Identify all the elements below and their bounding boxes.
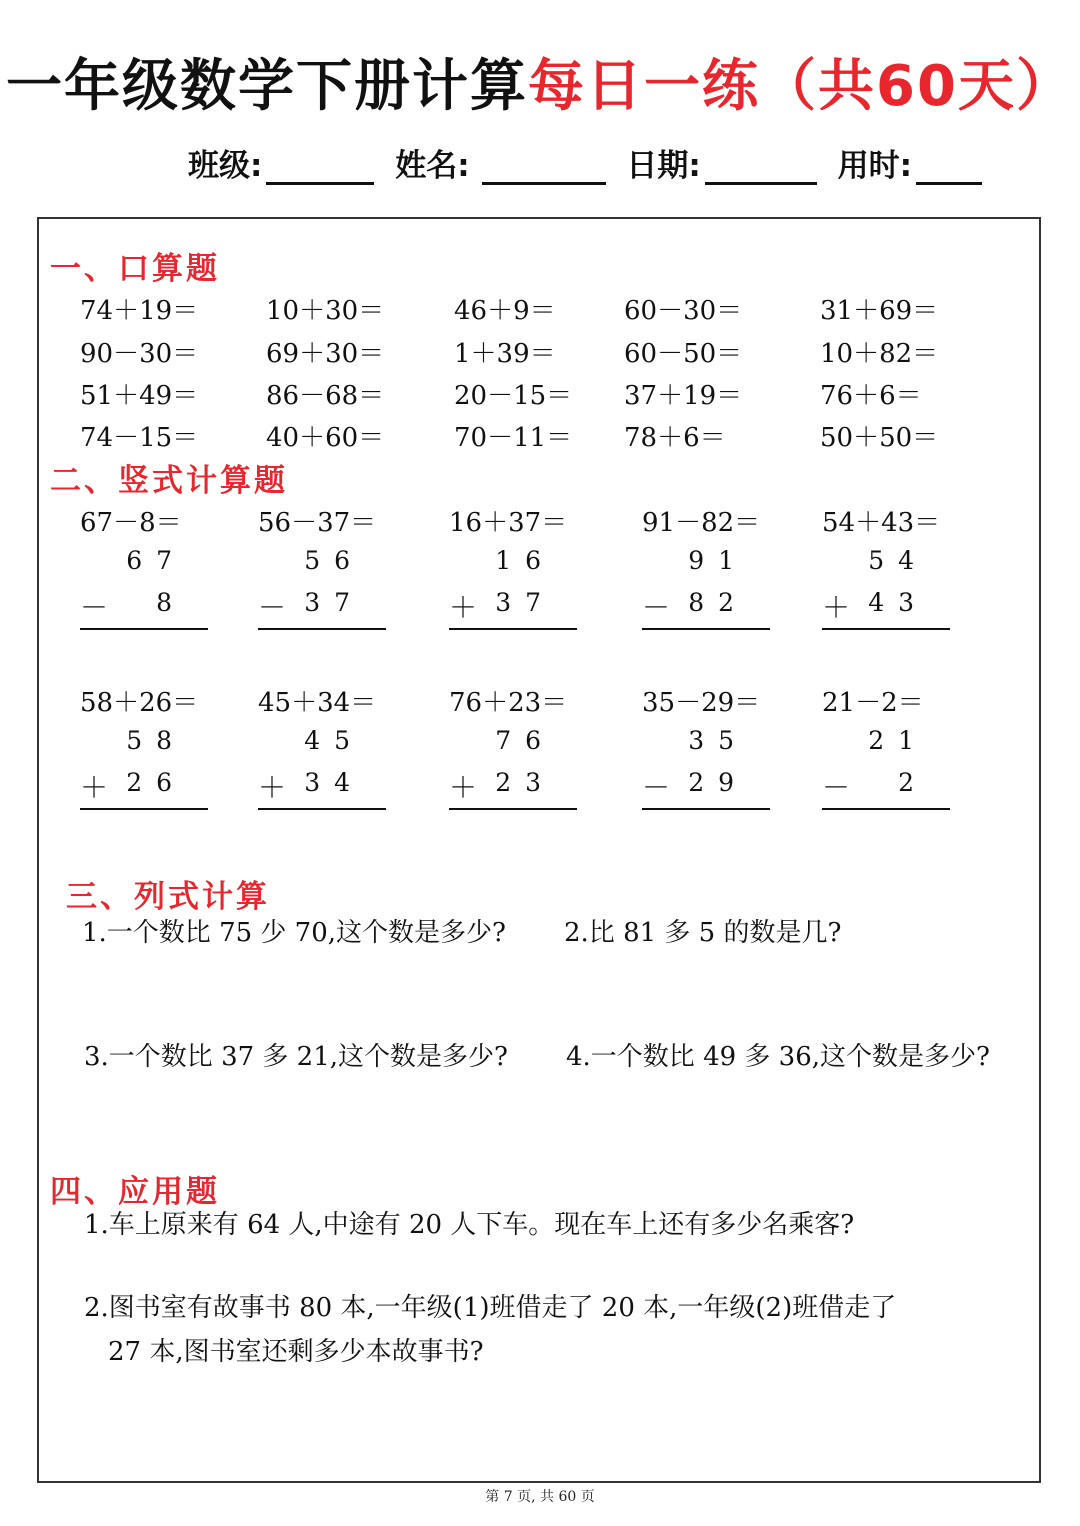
time-field: [838, 140, 982, 185]
vertical-equation: 45＋34＝: [258, 688, 377, 718]
vertical-operator: －: [80, 591, 109, 624]
name-label: 姓名:: [395, 148, 470, 184]
oral-problem: 60－50＝: [624, 339, 743, 369]
vertical-top-number: 91: [688, 546, 748, 575]
student-info-row: [188, 140, 992, 184]
answer-line: [642, 808, 770, 810]
vertical-bottom-number: 2: [898, 768, 928, 797]
word-problem-2-line-2: 27 本,图书室还剩多少本故事书?: [108, 1337, 484, 1367]
vertical-problem: [822, 502, 950, 624]
answer-line: [258, 628, 386, 630]
vertical-problem: [80, 502, 208, 624]
vertical-equation: 35－29＝: [642, 688, 761, 718]
oral-problem: 74－15＝: [80, 423, 199, 453]
vertical-problem: [80, 682, 208, 804]
time-blank[interactable]: [916, 150, 982, 185]
vertical-problem: [258, 502, 386, 624]
vertical-top-number: 45: [304, 726, 364, 755]
oral-problem: 40＋60＝: [266, 423, 385, 453]
section-listing-heading: 三、列式计算: [66, 879, 270, 915]
vertical-bottom-number: 37: [304, 588, 364, 617]
answer-line: [80, 808, 208, 810]
oral-problem: 10＋82＝: [820, 339, 939, 369]
listing-problem-1: 1.一个数比 75 少 70,这个数是多少?: [82, 918, 506, 948]
word-problem-2-line-1: 2.图书室有故事书 80 本,一年级(1)班借走了 20 本,一年级(2)班借走了: [84, 1293, 897, 1323]
vertical-operator: ＋: [822, 591, 851, 624]
date-label: 日期:: [626, 148, 701, 184]
name-field: [395, 140, 605, 185]
section-applied-heading: 四、应用题: [50, 1174, 220, 1210]
oral-problem: 51＋49＝: [80, 381, 199, 411]
vertical-equation: 58＋26＝: [80, 688, 199, 718]
vertical-equation: 67－8＝: [80, 508, 182, 538]
vertical-problem: [642, 502, 770, 624]
answer-line: [449, 808, 577, 810]
listing-problem-3: 3.一个数比 37 多 21,这个数是多少?: [84, 1042, 508, 1072]
vertical-problem: [822, 682, 950, 804]
oral-problem: 37＋19＝: [624, 381, 743, 411]
vertical-top-number: 16: [495, 546, 555, 575]
answer-line: [80, 628, 208, 630]
vertical-operator: －: [258, 591, 287, 624]
name-blank[interactable]: [482, 150, 606, 185]
vertical-operator: ＋: [80, 771, 109, 804]
vertical-top-number: 35: [688, 726, 748, 755]
section-oral-heading: 一、口算题: [50, 251, 220, 287]
class-label: 班级:: [188, 148, 263, 184]
answer-line: [449, 628, 577, 630]
answer-line: [822, 808, 950, 810]
vertical-operator: ＋: [449, 771, 478, 804]
word-problem-1: 1.车上原来有 64 人,中途有 20 人下车。现在车上还有多少名乘客?: [84, 1210, 855, 1240]
vertical-equation: 76＋23＝: [449, 688, 568, 718]
date-blank[interactable]: [705, 150, 817, 185]
class-field: [188, 140, 374, 185]
oral-problem: 90－30＝: [80, 339, 199, 369]
oral-problem: 1＋39＝: [454, 339, 556, 369]
vertical-operator: ＋: [258, 771, 287, 804]
vertical-bottom-number: 23: [495, 768, 555, 797]
vertical-bottom-number: 29: [688, 768, 748, 797]
vertical-bottom-number: 34: [304, 768, 364, 797]
oral-problem: 78＋6＝: [624, 423, 726, 453]
title-red-part: 每日一练（共60天）: [528, 54, 1074, 119]
vertical-top-number: 67: [126, 546, 186, 575]
vertical-operator: －: [642, 771, 671, 804]
listing-problem-4: 4.一个数比 49 多 36,这个数是多少?: [566, 1042, 990, 1072]
oral-problem: 70－11＝: [454, 423, 573, 453]
vertical-bottom-number: 26: [126, 768, 186, 797]
title-black-part: 一年级数学下册计算: [6, 54, 529, 119]
oral-problem: 76＋6＝: [820, 381, 922, 411]
vertical-equation: 91－82＝: [642, 508, 761, 538]
class-blank[interactable]: [266, 150, 374, 185]
vertical-bottom-number: 82: [688, 588, 748, 617]
answer-line: [822, 628, 950, 630]
vertical-operator: ＋: [449, 591, 478, 624]
vertical-top-number: 54: [868, 546, 928, 575]
vertical-operator: －: [822, 771, 851, 804]
vertical-problem: [642, 682, 770, 804]
answer-line: [642, 628, 770, 630]
oral-problem: 50＋50＝: [820, 423, 939, 453]
worksheet-title: [0, 42, 1080, 122]
vertical-problem: [258, 682, 386, 804]
oral-problem: 20－15＝: [454, 381, 573, 411]
oral-problem: 60－30＝: [624, 296, 743, 326]
time-label: 用时:: [837, 148, 913, 184]
vertical-equation: 21－2＝: [822, 688, 924, 718]
vertical-bottom-number: 8: [156, 588, 186, 617]
date-field: [626, 140, 816, 185]
vertical-problem: [449, 502, 577, 624]
oral-problem: 31＋69＝: [820, 296, 939, 326]
vertical-equation: 56－37＝: [258, 508, 377, 538]
listing-problem-2: 2.比 81 多 5 的数是几?: [564, 918, 842, 948]
oral-problem: 10＋30＝: [266, 296, 385, 326]
vertical-equation: 16＋37＝: [449, 508, 568, 538]
vertical-equation: 54＋43＝: [822, 508, 941, 538]
vertical-bottom-number: 43: [868, 588, 928, 617]
oral-problem: 46＋9＝: [454, 296, 556, 326]
section-vertical-heading: 二、竖式计算题: [50, 463, 288, 499]
vertical-problem: [449, 682, 577, 804]
vertical-top-number: 58: [126, 726, 186, 755]
vertical-top-number: 56: [304, 546, 364, 575]
oral-problem: 74＋19＝: [80, 296, 199, 326]
answer-line: [258, 808, 386, 810]
vertical-top-number: 76: [495, 726, 555, 755]
vertical-operator: －: [642, 591, 671, 624]
vertical-top-number: 21: [868, 726, 928, 755]
oral-problem: 86－68＝: [266, 381, 385, 411]
oral-problem: 69＋30＝: [266, 339, 385, 369]
page-footer: 第 7 页, 共 60 页: [485, 1489, 595, 1505]
vertical-bottom-number: 37: [495, 588, 555, 617]
